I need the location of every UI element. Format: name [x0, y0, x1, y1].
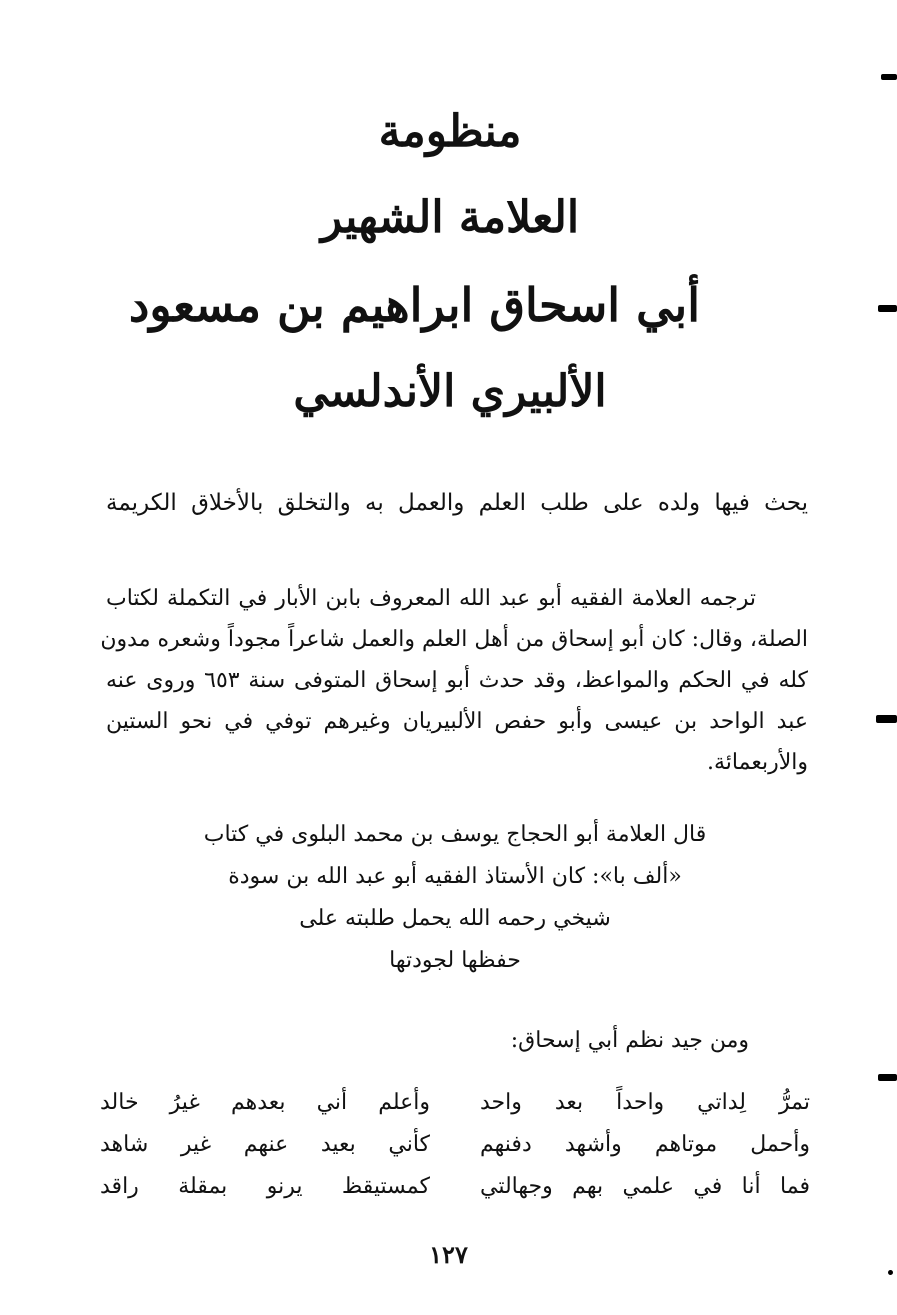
quote-paragraph — [150, 814, 760, 982]
title-block — [128, 106, 700, 417]
poem-intro: ومن جيد نظم أبي إسحاق: — [510, 1028, 749, 1053]
biography-line: عبد الواحد بن عيسى وأبو حفص الألبيريان وغيرهم توفي في نحو الستين — [106, 709, 808, 734]
scan-edge-mark — [878, 1074, 897, 1081]
verse-second-hemistich: كأني بعيد عنهم غير شاهد — [100, 1132, 430, 1157]
page-number: ١٢٧ — [429, 1240, 468, 1269]
verse-first-hemistich: فما أنا في علمي بهم وجهالتي — [480, 1174, 810, 1199]
poem-verse — [100, 1082, 810, 1124]
verse-first-hemistich: تمرُّ لِداتي واحداً بعد واحد — [480, 1090, 810, 1115]
biography-paragraph — [100, 578, 808, 783]
title-line-1: منظومة — [378, 106, 522, 157]
title-line-4: الألبيري الأندلسي — [293, 366, 607, 417]
poem — [100, 1082, 810, 1208]
verse-second-hemistich: وأعلم أني بعدهم غيرُ خالد — [100, 1090, 430, 1115]
scan-edge-dot — [888, 1270, 893, 1275]
quote-line: قال العلامة أبو الحجاج يوسف بن محمد البلوى في كتاب — [203, 822, 707, 847]
quote-line: حفظها لجودتها — [389, 948, 521, 973]
verse-second-hemistich: كمستيقظ يرنو بمقلة راقد — [100, 1174, 430, 1199]
quote-line: «ألف با»: كان الأستاذ الفقيه أبو عبد الله بن سودة — [228, 864, 682, 889]
subtitle: يحث فيها ولده على طلب العلم والعمل به والتخلق بالأخلاق الكريمة — [106, 490, 808, 516]
quote-line: شيخي رحمه الله يحمل طلبته على — [299, 906, 611, 931]
title-line-3: أبي اسحاق ابراهيم بن مسعود — [128, 278, 700, 332]
scan-edge-mark — [878, 305, 897, 312]
biography-line: والأربعمائة. — [707, 750, 808, 775]
biography-line: ترجمه العلامة الفقيه أبو عبد الله المعروف بابن الأبار في التكملة لكتاب — [106, 586, 756, 611]
verse-first-hemistich: وأحمل موتاهم وأشهد دفنهم — [480, 1132, 810, 1157]
scan-edge-mark — [876, 715, 897, 723]
poem-verse — [100, 1166, 810, 1208]
title-line-2: العلامة الشهير — [320, 192, 580, 243]
biography-line: الصلة، وقال: كان أبو إسحاق من أهل العلم والعمل شاعراً مجوداً وشعره مدون — [100, 627, 808, 652]
poem-verse — [100, 1124, 810, 1166]
biography-line: كله في الحكم والمواعظ، وقد حدث أبو إسحاق المتوفى سنة ٦٥٣ وروى عنه — [106, 668, 808, 693]
scan-edge-mark — [881, 74, 897, 80]
